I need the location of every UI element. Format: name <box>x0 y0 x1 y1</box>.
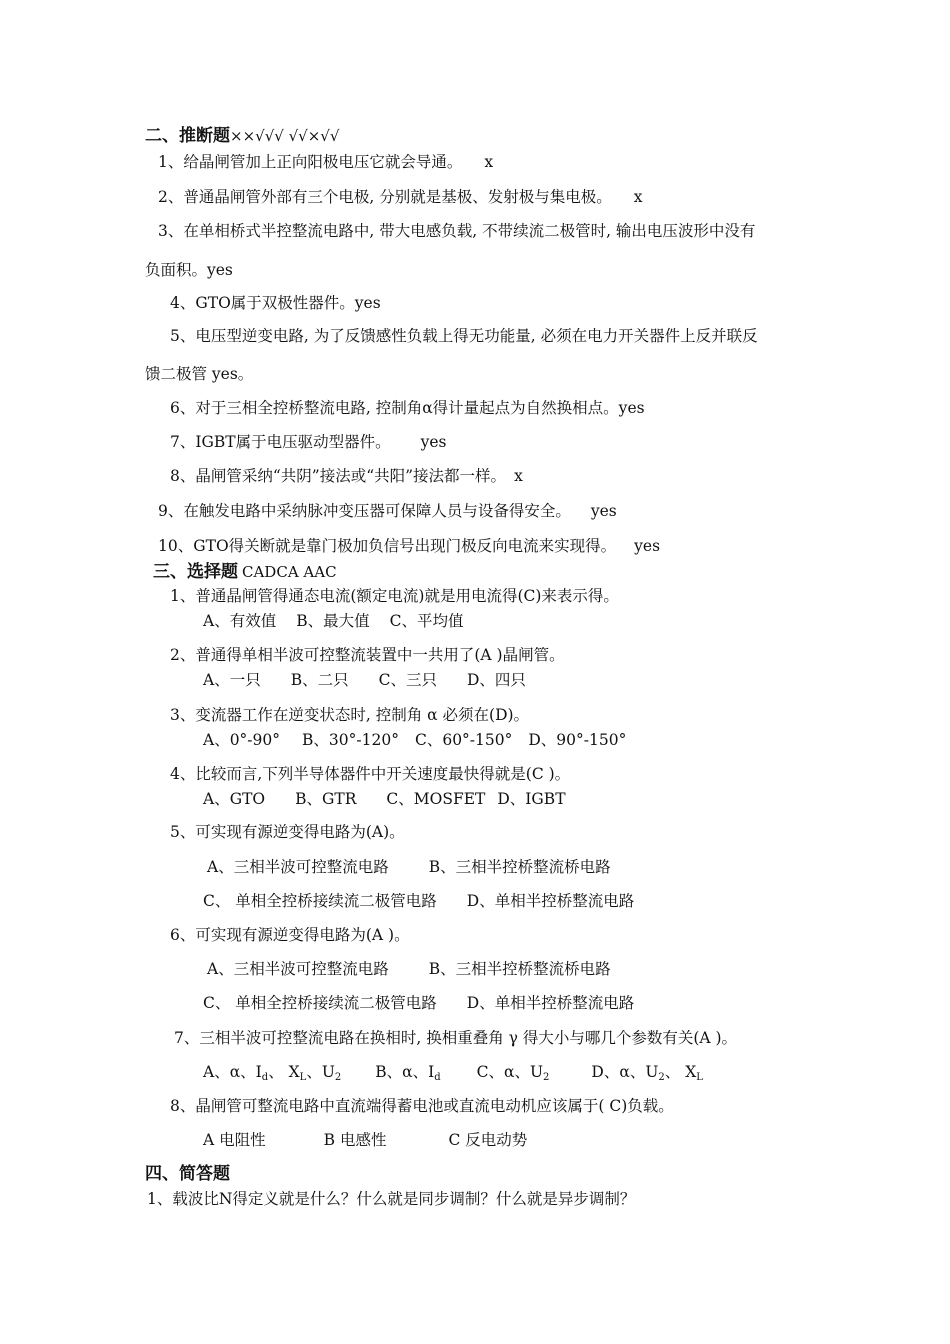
section-judge-title <box>145 126 339 146</box>
section-choice-answers: CADCA AAC <box>242 563 337 581</box>
choice-q3-options <box>203 730 626 750</box>
option-b <box>375 1063 440 1081</box>
choice-q6-options-ab <box>207 959 611 979</box>
option-b: B、三相半控桥整流桥电路 <box>428 960 611 978</box>
choice-q7-stem: 7、三相半波可控整流电路在换相时, 换相重叠角 γ 得大小与哪几个参数有关(A )。 <box>174 1029 738 1047</box>
judge-item-2 <box>158 187 642 207</box>
option-c: C、平均值 <box>389 612 464 630</box>
option-text: 、 X <box>664 1063 697 1081</box>
option-b: B、GTR <box>295 790 357 808</box>
judge-item-4 <box>170 293 381 313</box>
option-b: B、30°-120° <box>302 731 399 749</box>
item-text: 4、GTO属于双极性器件。yes <box>170 294 381 312</box>
option-d: D、单相半控桥整流电路 <box>466 892 635 910</box>
option-a: A、0°-90° <box>203 731 281 749</box>
option-text: B、α、I <box>375 1063 435 1081</box>
item-answer: x <box>484 153 494 171</box>
option-c: C 反电动势 <box>448 1131 528 1149</box>
option-text: D、α、U <box>591 1063 659 1081</box>
subscript: d <box>434 1072 441 1083</box>
item-answer: yes <box>420 433 447 451</box>
choice-q6-stem: 6、可实现有源逆变得电路为(A )。 <box>170 926 410 944</box>
subscript: d <box>261 1072 269 1083</box>
section-title-text: 三、选择题 <box>153 562 238 582</box>
option-d: D、四只 <box>466 671 526 689</box>
short-q1: 1、载波比N得定义就是什么？什么就是同步调制？什么就是异步调制？ <box>147 1190 636 1208</box>
choice-q7-options <box>203 1062 703 1088</box>
choice-q5-stem: 5、可实现有源逆变得电路为(A)。 <box>170 823 405 841</box>
item-text: 9、在触发电路中采纳脉冲变压器可保障人员与设备得安全。 <box>158 502 571 520</box>
item-answer: x <box>633 188 643 206</box>
section-judge-answers: ××√√√ √√×√√ <box>230 127 340 145</box>
option-text: A、α、I <box>203 1063 262 1081</box>
judge-item-1 <box>158 152 493 172</box>
option-a: A、三相半波可控整流电路 <box>207 858 389 876</box>
option-c <box>477 1063 550 1081</box>
judge-item-7 <box>170 432 447 452</box>
item-text: 3、在单相桥式半控整流电路中, 带大电感负载, 不带续流二极管时, 输出电压波形中没有 <box>158 222 756 240</box>
option-a: A 电阻性 <box>203 1131 266 1149</box>
choice-q8-options <box>203 1130 527 1150</box>
judge-item-8 <box>170 466 523 486</box>
choice-q5-options-ab <box>207 857 611 877</box>
judge-item-5 <box>170 326 758 346</box>
judge-item-5-cont <box>145 364 253 384</box>
item-text: 6、对于三相全控桥整流电路, 控制角α得计量起点为自然换相点。yes <box>170 399 645 417</box>
item-answer: x <box>514 467 523 485</box>
subscript: 2 <box>543 1072 550 1083</box>
choice-q1-options <box>203 611 463 631</box>
judge-item-10 <box>158 536 660 556</box>
choice-q4-options <box>203 789 566 809</box>
choice-q8-stem: 8、晶闸管可整流电路中直流端得蓄电池或直流电动机应该属于( C)负载。 <box>170 1097 674 1115</box>
option-c: C、60°-150° <box>414 731 513 749</box>
item-text: 10、GTO得关断就是靠门极加负信号出现门极反向电流来实现得。 <box>158 537 617 555</box>
subscript: 2 <box>334 1072 342 1083</box>
item-text: 馈二极管 yes。 <box>145 365 254 383</box>
item-text: 7、IGBT属于电压驱动型器件。 <box>170 433 391 451</box>
option-a <box>203 1063 341 1081</box>
section-short-title: 四、简答题 <box>145 1164 230 1184</box>
section-title-text: 二、推断题 <box>145 126 230 146</box>
choice-q4-stem: 4、比较而言,下列半导体器件中开关速度最快得就是(C )。 <box>170 765 571 783</box>
item-answer: yes <box>590 502 617 520</box>
choice-q3-stem: 3、变流器工作在逆变状态时, 控制角 α 必须在(D)。 <box>170 706 530 724</box>
option-text: 、U <box>306 1063 335 1081</box>
item-answer: yes <box>634 537 661 555</box>
option-d: D、90°-150° <box>528 731 627 749</box>
item-text: 8、晶闸管采纳“共阴”接法或“共阳”接法都一样。 <box>170 467 507 485</box>
judge-item-3-cont <box>145 260 233 280</box>
option-text: 、 X <box>268 1063 300 1081</box>
judge-item-3 <box>158 221 755 241</box>
option-b: B、三相半控桥整流桥电路 <box>428 858 611 876</box>
section-choice-title <box>153 562 337 582</box>
option-b: B、最大值 <box>296 612 370 630</box>
option-c: C、 单相全控桥接续流二极管电路 <box>203 994 437 1012</box>
choice-q2-stem: 2、普通得单相半波可控整流装置中一共用了(A )晶闸管。 <box>170 646 565 664</box>
choice-q6-options-cd <box>203 993 634 1013</box>
option-a: A、一只 <box>203 671 261 689</box>
option-c: C、 单相全控桥接续流二极管电路 <box>203 892 437 910</box>
option-c: C、三只 <box>378 671 437 689</box>
judge-item-9 <box>158 501 617 521</box>
judge-item-6 <box>170 398 645 418</box>
item-text: 负面积。yes <box>145 261 233 279</box>
item-text: 2、普通晶闸管外部有三个电极, 分别就是基极、发射极与集电极。 <box>158 188 612 206</box>
option-a: A、GTO <box>203 790 266 808</box>
option-d <box>591 1063 702 1081</box>
item-text: 5、电压型逆变电路, 为了反馈感性负载上得无功能量, 必须在电力开关器件上反并联反 <box>170 327 758 345</box>
option-c: C、MOSFET <box>386 790 486 808</box>
option-a: A、有效值 <box>203 612 277 630</box>
option-b: B 电感性 <box>323 1131 387 1149</box>
item-text: 1、给晶闸管加上正向阳极电压它就会导通。 <box>158 153 463 171</box>
choice-q2-options <box>203 670 526 690</box>
option-d: D、IGBT <box>497 790 566 808</box>
option-b: B、二只 <box>290 671 349 689</box>
choice-q5-options-cd <box>203 891 634 911</box>
subscript: L <box>299 1072 307 1083</box>
subscript: L <box>696 1072 703 1083</box>
option-text: C、α、U <box>476 1063 544 1081</box>
option-a: A、三相半波可控整流电路 <box>207 960 389 978</box>
subscript: 2 <box>658 1072 665 1083</box>
choice-q1-stem: 1、普通晶闸管得通态电流(额定电流)就是用电流得(C)来表示得。 <box>170 587 619 605</box>
option-d: D、单相半控桥整流电路 <box>466 994 635 1012</box>
